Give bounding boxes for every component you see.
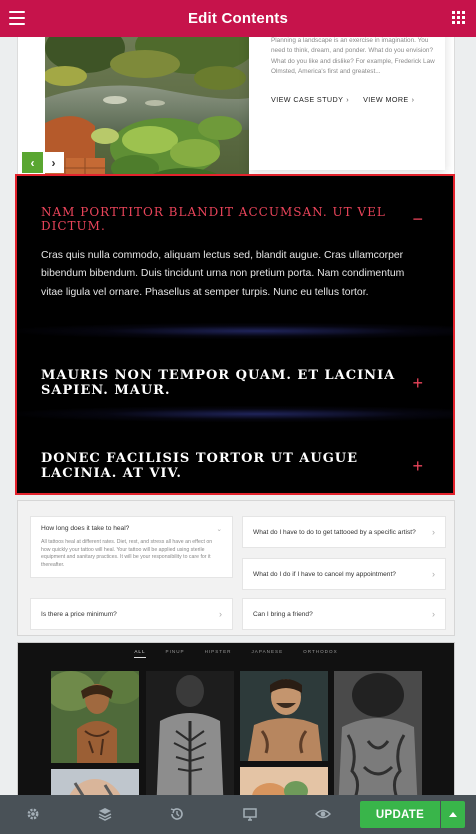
- gallery-photo[interactable]: [51, 769, 139, 795]
- filter-japanese[interactable]: JAPANESE: [251, 649, 284, 654]
- responsive-desktop-icon[interactable]: [242, 806, 258, 822]
- accordion-header[interactable]: [41, 451, 429, 481]
- faq-question: What do I do if I have to cancel my appointment?: [253, 570, 396, 578]
- minus-icon[interactable]: −: [412, 209, 423, 229]
- accordion-title: NAM PORTTITOR BLANDIT ACCUMSAN. UT VEL DICTUM.: [41, 205, 386, 233]
- accordion-header[interactable]: [41, 368, 429, 398]
- header-title: Edit Contents: [187, 10, 289, 27]
- gallery-photo[interactable]: [146, 671, 234, 795]
- divider-glow: [17, 406, 453, 422]
- layers-icon[interactable]: [97, 806, 113, 822]
- faq-answer: All tattoos heal at different rates. Diet, rest, and stress all have an effect on how quickly your tattoo will heal. Your tattoo will be applied using sterile equipment and sanitary practices. It will be your responsibility to care for it thereafter.: [41, 539, 213, 568]
- preview-eye-icon[interactable]: [315, 806, 331, 822]
- faq-question: Can I bring a friend?: [253, 610, 313, 618]
- case-study-text: Planning a landscape is an exercise in imagination. You need to think, dream, and ponder. What do you envision? What do you like and dislike? For example, Frederick Law Olmsted, America's first and greatest...: [271, 37, 435, 76]
- plus-icon[interactable]: +: [412, 456, 423, 476]
- grid-apps-icon[interactable]: [452, 11, 465, 24]
- view-case-study-link[interactable]: VIEW CASE STUDY ›: [271, 94, 350, 104]
- faq-item-open[interactable]: [30, 516, 233, 578]
- editor-header: [0, 0, 476, 37]
- chevron-up-icon: ⌄: [216, 526, 222, 533]
- accordion-header[interactable]: [41, 205, 429, 233]
- accordion-title: DONEC FACILISIS TORTOR UT AUGUE LACINIA. AT VIV.: [41, 451, 359, 481]
- faq-item[interactable]: [242, 598, 446, 630]
- faq-question: How long does it take to heal?: [41, 525, 130, 532]
- divider-glow: [17, 323, 453, 339]
- accordion-section[interactable]: [15, 174, 455, 495]
- faq-item[interactable]: [242, 516, 446, 548]
- plus-icon[interactable]: +: [412, 373, 423, 393]
- accordion-item: [17, 451, 453, 481]
- case-study-panel: [249, 37, 445, 170]
- faq-question: Is there a price minimum?: [41, 610, 117, 618]
- view-more-link[interactable]: VIEW MORE ›: [363, 94, 415, 104]
- gallery-photo[interactable]: [240, 671, 328, 761]
- chevron-right-icon: ›: [346, 94, 350, 104]
- chevron-right-icon: ›: [432, 527, 435, 537]
- editor-bottom-bar: [0, 795, 476, 834]
- slider-next-button[interactable]: ›: [43, 152, 64, 173]
- gallery-photo[interactable]: [51, 671, 139, 763]
- gallery-filters: [18, 649, 454, 654]
- slider-prev-button[interactable]: ‹: [22, 152, 43, 173]
- filter-orthodox[interactable]: ORTHODOX: [303, 649, 338, 654]
- gallery-section: [17, 642, 455, 795]
- accordion-body: Cras quis nulla commodo, aliquam lectus sed, blandit augue. Cras ullamcorper bibendum bibendum. Duis tincidunt urna non pretium porta. Nam condimentum vitae ligula vel ornare. Phasellus at semper turpis. Nunc eu tellus tortor.: [41, 250, 405, 298]
- faq-item[interactable]: [242, 558, 446, 590]
- faq-item[interactable]: [30, 598, 233, 630]
- chevron-right-icon: ›: [432, 569, 435, 579]
- gallery-photo[interactable]: [334, 671, 422, 795]
- filter-pinup[interactable]: PINUP: [165, 649, 185, 654]
- accordion-title: MAURIS NON TEMPOR QUAM. ET LACINIA SAPIEN. MAUR.: [41, 368, 396, 398]
- chevron-right-icon: ›: [432, 609, 435, 619]
- settings-icon[interactable]: [25, 806, 41, 822]
- history-icon[interactable]: [169, 806, 185, 822]
- chevron-right-icon: ›: [219, 609, 222, 619]
- faq-section: [17, 500, 455, 636]
- update-button[interactable]: UPDATE: [360, 801, 440, 828]
- hamburger-menu-icon[interactable]: [9, 11, 25, 25]
- filter-all[interactable]: ALL: [134, 649, 146, 654]
- update-options-caret-icon[interactable]: [441, 801, 465, 828]
- chevron-right-icon: ›: [411, 94, 415, 104]
- faq-question: What do I have to do to get tattooed by a specific artist?: [253, 528, 416, 536]
- accordion-item: [17, 368, 453, 398]
- accordion-item: [17, 205, 453, 302]
- gallery-photo[interactable]: [240, 767, 328, 795]
- preview-canvas: [0, 37, 476, 795]
- filter-hipster[interactable]: HIPSTER: [204, 649, 232, 654]
